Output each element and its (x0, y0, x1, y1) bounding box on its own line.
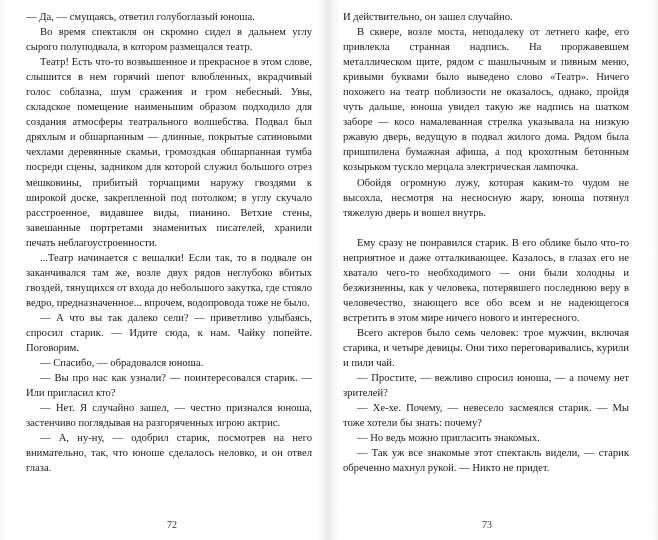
page-number-right: 73 (482, 520, 492, 531)
paragraph: — Да, — смущаясь, ответил голубоглазый юноша. (26, 12, 255, 23)
right-page (343, 10, 629, 476)
left-page (26, 10, 312, 476)
paragraph: — Но ведь можно пригласить знакомых. (357, 433, 540, 445)
paragraph: Во время спектакля он скромно сидел в дальнем углу сырого полуподвала, в котором размещался театр. (26, 27, 312, 54)
paragraph: — А что вы так далеко сели? — приветливо улыбаясь, спросил старик. — Идите сюда, к нам. Чайку попейте. Поговорим. (26, 312, 312, 355)
section-break (343, 221, 629, 236)
paragraph: — Нет. Я случайно зашел, — честно признался юноша, застенчиво поглядывая на разгоряченных игрою актрис. (26, 403, 312, 430)
page-number-left: 72 (167, 520, 177, 531)
paragraph: И действительно, он зашел случайно. (343, 12, 513, 23)
paragraph: Ему сразу не понравился старик. В его облике было что-то неприятное и даже отталкивающее. Казалось, в глазах его не хватало чего-то необходимого — они были холодны и безжизненны, как у человека, потерявшего последнюю веру в человечество, знающего все обо всем и не надеющегося встретить в этом мире ничего нового и интересного. (343, 237, 629, 324)
paragraph: — Простите, — вежливо спросил юноша, — а почему нет зрителей? (343, 373, 629, 400)
paragraph: — Спасибо, — обрадовался юноша. (40, 358, 204, 370)
paragraph: Театр! Есть что-то возвышенное и прекрасное в этом слове, слышится в нем горячий шепот влюбленных, вкрадчивый голос соблазна, шум сражения и гром небесный. Увы, складское помещение наименьшим образом подходило для создания атмосферы театрального волшебства. Подвал был дряхлым и обшарпанным — длинные, покрытые сатиновыми чехлами деревянные скамьи, громоздкая обшарпанная тумба посреди сцены, задником для которой служил большого отрез мешковины, прибитый торчащими наружу гвоздями к широкой доске, закрепленной под потолком; в углу скучало расстроенное, видавшее виды, пианино. Ветхие стены, завешанные портретами знаменитых писателей, хранили печать неблагоустроенности. (26, 57, 312, 249)
paragraph: ...Театр начинается с вешалки! Если так, то в подвале он заканчивался там же, возле двух рядов неглубоко вбитых гвоздей, тянущихся от входа до небольшого закутка, где стояло ведро, предназначенное... впрочем, водопровода тоже не было. (26, 252, 313, 309)
paragraph: В сквере, возле моста, неподалеку от летнего кафе, его привлекла странная надпись. На проржавевшем металлическом щите, рядом с шашлычным и пивным меню, кривыми буквами было выведено слово «Театр». Ничего похожего на театр поблизости не оказалось, однако, пройдя чуть дальше, юноша увидел такую же надпись на шатком заборе — косо намалеванная стрелка указывала на низкую ржавую дверь, ведущую в подвал жилого дома. Рядом была пришпилена бумажная афиша, а под крохотным бетонным козырьком тускло мерцала электрическая лампочка. (343, 27, 629, 174)
paragraph: Обойдя огромную лужу, которая каким-то чудом не высохла, несмотря на несносную жару, юноша потянул тяжелую дверь и вошел внутрь. (343, 177, 629, 219)
paragraph: — Так уж все знакомые этот спектакль видели, — старик обреченно махнул рукой. — Никто не придет. (343, 448, 629, 475)
paragraph: Всего актеров было семь человек: трое мужчин, включая старика, и четыре девицы. Они тихо переговаривались, курили и пили чай. (343, 327, 629, 370)
paragraph: — Хе-хе. Почему, — невесело засмеялся старик. — Мы тоже хотели бы знать: почему? (343, 403, 629, 430)
paragraph: — А, ну-ну, — одобрил старик, посмотрев на него внимательно, так, что юноше сделалось неловко, и он отвел глаза. (26, 433, 312, 475)
paragraph: — Вы про нас как узнали? — поинтересовался старик. — Или пригласил кто? (26, 373, 312, 400)
